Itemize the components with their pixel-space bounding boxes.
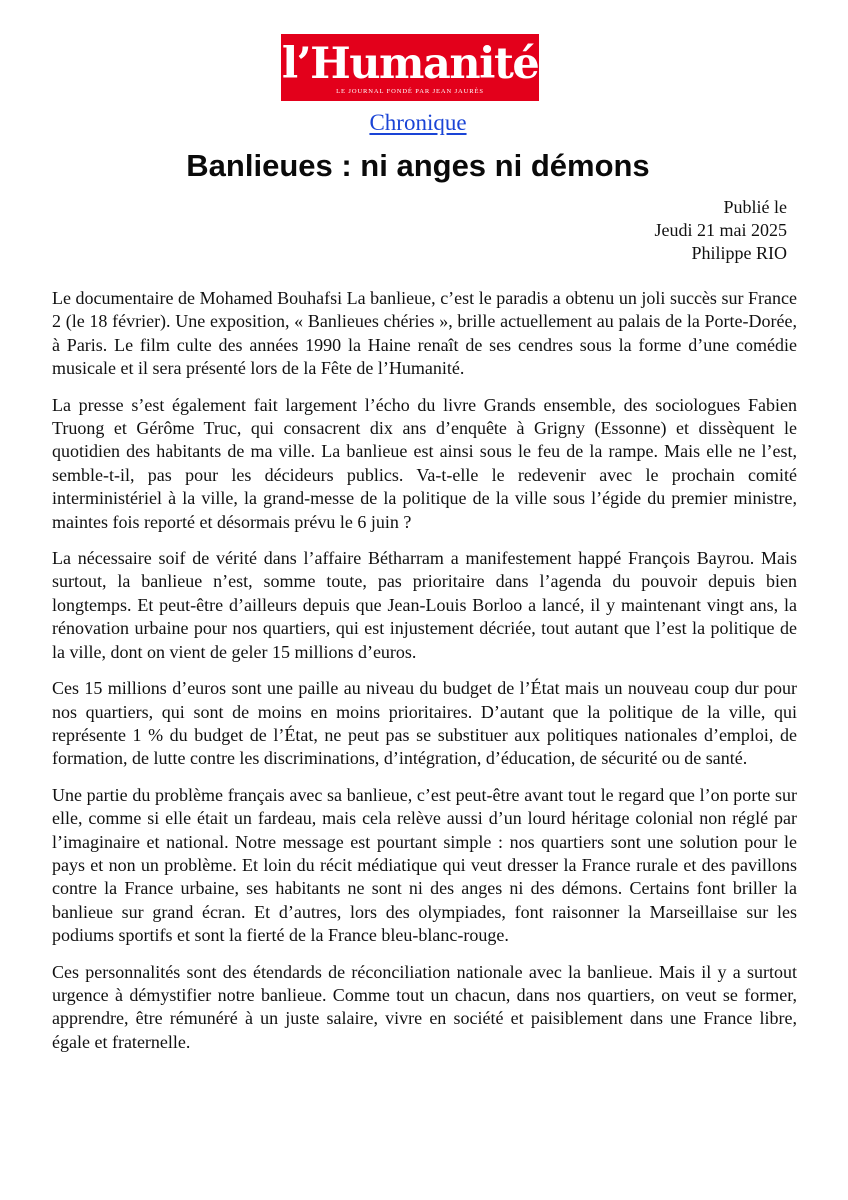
article-paragraph: La presse s’est également fait largement l’écho du livre Grands ensemble, des sociologues Fabien Truong et Gérôme Truc, qui consacrent dix ans d’enquête à Grigny (Essonne) et dissèquent le quotidien des habitants de ma ville. La banlieue est ainsi sous le feu de la rampe. Mais elle ne l’est, semble-t-il, pas pour les décideurs publics. Va-t-elle le redevenir avec le prochain comité interministériel à la ville, la grand-messe de la politique de la ville sous l’égide du premier ministre, maintes fois reporté et désormais prévu le 6 juin ? — [52, 394, 797, 532]
article-title: Banlieues : ni anges ni démons — [186, 148, 650, 183]
article-body — [52, 287, 797, 1067]
author-name: Philippe RIO — [691, 243, 787, 263]
published-label: Publié le — [723, 197, 787, 217]
article-paragraph: La nécessaire soif de vérité dans l’affaire Bétharram a manifestement happé François Bayrou. Mais surtout, la banlieue n’est, somme toute, pas prioritaire dans l’agenda du pouvoir depuis bien longtemps. Et peut-être d’ailleurs depuis que Jean-Louis Borloo a lancé, il y maintenant vingt ans, la rénovation urbaine pour nos quartiers, qui est injustement décriée, tout autant que l’est la politique de la ville, dont on vient de geler 15 millions d’euros. — [52, 548, 797, 662]
article-byline — [655, 196, 788, 265]
article-paragraph: Le documentaire de Mohamed Bouhafsi La banlieue, c’est le paradis a obtenu un joli succès sur France 2 (le 18 février). Une exposition, « Banlieues chéries », brille actuellement au palais de la Porte-Dorée, à Paris. Le film culte des années 1990 la Haine renaît de ses cendres sous la forme d’une comédie musicale et il sera présenté lors de la Fête de l’Humanité. — [52, 288, 797, 379]
logo-name: l’Humanité — [281, 38, 539, 89]
section-link-chronique[interactable]: Chronique — [369, 110, 467, 135]
newspaper-logo — [281, 34, 539, 101]
logo-tagline: LE JOURNAL FONDÉ PAR JEAN JAURÈS — [336, 87, 484, 95]
article-paragraph: Ces personnalités sont des étendards de réconciliation nationale avec la banlieue. Mais il y a surtout urgence à démystifier notre banlieue. Comme tout un chacun, dans nos quartiers, on veut se former, apprendre, être rémunéré à un juste salaire, vivre en société et paisiblement dans une France libre, égale et fraternelle. — [52, 961, 797, 1052]
article-paragraph: Ces 15 millions d’euros sont une paille au niveau du budget de l’État mais un nouveau coup dur pour nos quartiers, qui sont de moins en moins prioritaires. D’autant que la politique de la ville, qui représente 1 % du budget de l’État, ne peut pas se substituer aux politiques nationales d’emploi, de formation, de lutte contre les discriminations, d’intégration, d’éducation, de sécurité ou de santé. — [52, 678, 797, 769]
publication-date: Jeudi 21 mai 2025 — [654, 220, 787, 240]
article-paragraph: Une partie du problème français avec sa banlieue, c’est peut-être avant tout le regard que l’on porte sur elle, comme si elle était un fardeau, mais cela relève aussi d’un lourd héritage colonial non réglé par l’imaginaire et national. Notre message est pourtant simple : nos quartiers sont une solution pour le pays et non un problème. Et loin du récit médiatique qui veut dresser la France rurale et des pavillons contre la France urbaine, ses habitants ne sont ni des anges ni des démons. Certains font briller la banlieue sur grand écran. Et d’autres, lors des olympiades, font raisonner la Marseillaise sur les podiums sportifs et sont la fierté de la France bleu-blanc-rouge. — [52, 784, 797, 946]
